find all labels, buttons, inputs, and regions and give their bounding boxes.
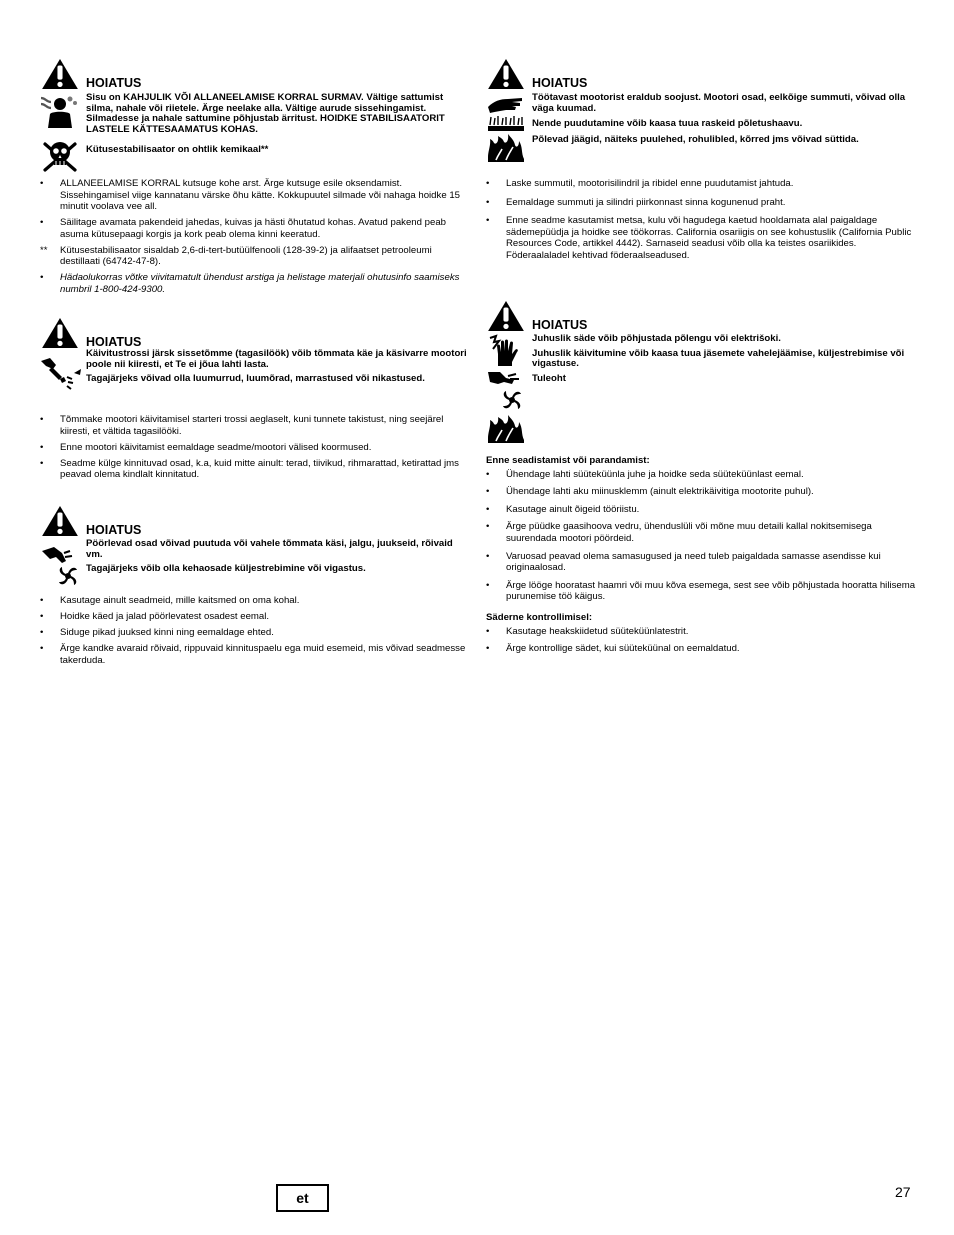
language-code-box: et [276,1184,329,1212]
warning-line: Kütusestabilisaator on ohtlik kemikaal** [86,144,269,156]
warning-triangle-icon [41,317,79,349]
list-item: • Ühendage lahti süüteküünla juhe ja hoidke seda süüteküünlast eemal. [486,468,804,480]
list-item: • Ärge kontrollige sädet, kui süüteküünal on eemaldatud. [486,643,740,655]
fume-hazard-icon [40,96,80,128]
instruction-list [40,595,470,671]
warning-line: Juhuslik säde võib põhjustada põlengu või elektrišoki. [532,333,781,344]
warning-line: Nende puudutamine võib kaasa tuua raskeid põletushaavu. [532,118,803,130]
fire-icon [486,414,526,444]
warning-line: Töötavast mootorist eraldub soojust. Mootori osad, eelkõige summuti, võivad olla väga kuumad. [532,92,906,114]
warning-triangle-icon [487,300,525,332]
list-item: • Hädaolukorras võtke viivitamatult ühendust arstiga ja helistage materjali ohutusinfo saamiseks numbril 1-800-424-9300. [40,272,460,295]
list-item: • Eemaldage summuti ja silindri piirkonnast sinna kogunenud praht. [486,196,786,208]
list-item: • Ärge kandke avaraid rõivaid, rippuvaid kinnituspaelu ega muid esemeid, mis võivad seadmesse takerduda. [40,642,466,666]
list-item: • Enne seadme kasutamist metsa, kulu või hagudega kaetud hooldamata alal paigaldage sädemepüüdja ja hoidke see töökorras. California osariigis on see kohustuslik (California Public Resources Code, artikkel 4442). Sarnaseid seadusi võib olla ka teistes osariikides. Föderaalaladel kehtivad föderaalseadused. [486,215,912,261]
warning-line: Põlevad jäägid, näiteks puulehed, rohulibled, kõrred jms võivad süttida. [532,133,859,145]
warning-line: Tagajärjeks võib olla kehaosade küljestrebimine või vigastus. [86,563,366,575]
instruction-list [40,414,470,485]
block-icons [40,317,80,391]
instruction-list [486,455,916,659]
warning-triangle-icon [41,58,79,90]
warning-triangle-icon [487,58,525,90]
subheading: Enne seadistamist või parandamist: [486,455,650,466]
list-item: ** Kütusestabilisaator sisaldab 2,6-di-tert-butüülfenooli (128-39-2) ja alifaatset petroolеumi destillaati (64742-47-8). [40,244,432,268]
list-item: • Kasutage heakskiidetud süüteküünlatestrit. [486,625,689,637]
list-item: • Varuosad peavad olema samasugused ja need tuleb paigaldada samasse asendisse kui originaalosad. [486,550,881,574]
list-item: • Kasutage ainult õigeid tööriistu. [486,503,640,515]
block-icons [486,300,526,444]
page-number: 27 [895,1184,911,1200]
list-item: • Seadme külge kinnituvad osad, k.a, kuid mitte ainult: terad, tiivikud, rihmarattad, ketirattad jms peavad olema kindlalt kinnitatud. [40,457,459,481]
list-item: • Ärge lööge hooratast haamri või muu kõva esemega, sest see võib põhjustada hooratta hilisema purunemise töö käigus. [486,579,916,603]
block-title: HOIATUS [86,523,142,537]
block-title: HOIATUS [86,335,142,349]
warning-text [86,539,470,579]
fire-icon [486,133,526,163]
warning-triangle-icon [41,505,79,537]
list-item: • Hoidke käed ja jalad pöörlevatest osadest eemal. [40,610,270,622]
warning-line: Tagajärjeks võivad olla luumurrud, luumõrad, marrastused või nikastused. [86,373,425,385]
list-item: • ALLANEELAMISE KORRAL kutsuge kohe arst. Ärge kutsuge esile oksendamist. Sissehingamisel viige kannatanu värske õhu kätte. Kokkupuutel silmade või nahaga hoidke 15 minutit voolava vee all. [40,178,460,213]
list-item: • Ühendage lahti aku miinusklemm (ainult elektrikäivitiga mootorite puhul). [486,486,814,498]
warning-text [86,93,470,160]
block-title: HOIATUS [532,76,588,90]
warning-line: Käivitustrossi järsk sissetõmme (tagasilöök) võib tõmmata käe ja käsivarre mootori poole nii kiiresti, et Te ei jõua lahti lasta. [86,348,467,370]
block-title: HOIATUS [86,76,142,90]
warning-line: Juhuslik käivitumine võib kaasa tuua jäsemete vahelejäämise, küljestrebimise või vigastuse. [532,347,905,370]
block-icons [486,58,526,163]
list-item: • Ärge püüdke gaasihoova vedru, ühenduslüli või mõne muu detaili kallal nokitsemisega suurendada mootori pöördeid. [486,521,872,544]
warning-line: Tuleoht [532,372,566,384]
block-icons [40,505,80,587]
block-title: HOIATUS [532,318,588,332]
entanglement-icon [486,370,526,410]
list-item: • Enne mootori käivitamist eemaldage seadme/mootori välised koormused. [40,441,372,453]
hot-surface-hand-icon [486,93,526,115]
warning-line: Sisu on KAHJULIK VÕI ALLANEELAMISE KORRAL SURMAV. Vältige sattumist silma, nahale või riietele. Ärge neelake alla. Vältige aurude sissehingamist. Silmadesse ja nahale sattumine põhjustab ärritust. HOIDKE STABILISAATORIT LASTELE KÄTTESAAMATUS KOHAS. [86,92,445,135]
instruction-list [486,178,916,266]
list-item: • Siduge pikad juuksed kinni ning eemaldage ehted. [40,626,274,638]
list-item: • Laske summutil, mootorisilindril ja ribidel enne puudutamist jahtuda. [486,178,794,189]
rotating-blade-icon [40,543,82,587]
list-item: • Tõmmake mootori käivitamisel starteri trossi aeglaselt, kuni tunnete takistust, ning seejärel kiiresti, et vältida tagasilööki. [40,414,444,437]
list-item: • Säilitage avamata pakendeid jahedas, kuivas ja hästi õhutatud kohas. Avatud pakend peab asuma kütusepaagi korgis ja kork peab olema kinni keeratud. [40,217,446,240]
subheading: Säderne kontrollimisel: [486,611,593,623]
skull-crossbones-icon [40,138,80,174]
instruction-list [40,178,470,300]
list-item: • Kasutage ainult seadmeid, mille kaitsmed on oma kohal. [40,595,300,606]
warning-text [532,93,916,149]
block-icons [40,58,80,174]
warning-text [532,334,916,388]
warning-text [86,349,470,389]
heat-waves-icon [486,115,526,131]
electric-shock-hand-icon [486,334,526,368]
kickback-hand-icon [40,355,82,391]
warning-line: Pöörlevad osad võivad puutuda või vahele tõmmata käsi, jalgu, juukseid, rõivaid vm. [86,538,453,560]
